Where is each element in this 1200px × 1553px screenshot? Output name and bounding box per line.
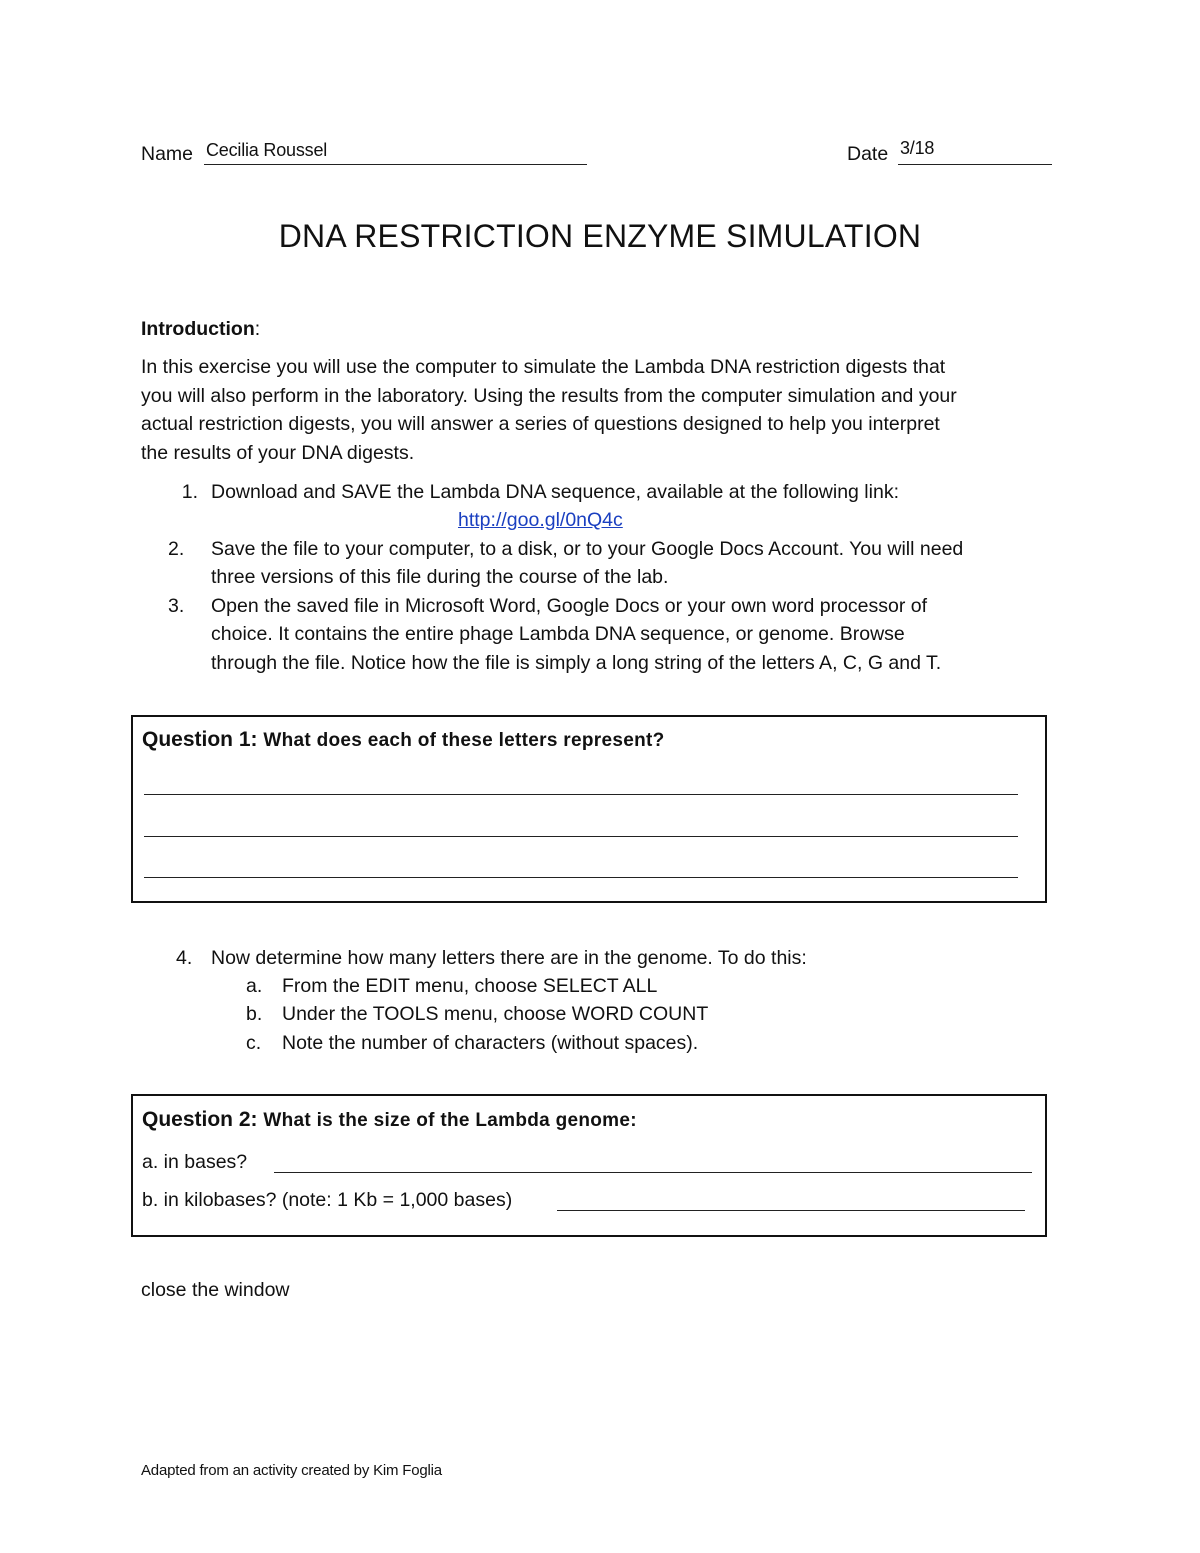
lambda-dna-link[interactable]: http://goo.gl/0nQ4c [458,509,623,531]
substep-text: Under the TOOLS menu, choose WORD COUNT [282,1003,709,1025]
substep-letter: b. [246,1003,263,1025]
intro-heading-row [141,315,260,343]
question-2-part-a: a. in bases? [142,1151,248,1173]
name-value: Cecilia Roussel [206,140,328,160]
step-text: choice. It contains the entire phage Lambda DNA sequence, or genome. Browse [211,623,905,645]
intro-colon: : [254,318,261,340]
name-label: Name [141,143,194,165]
question-2-title [142,1108,637,1132]
answer-line[interactable] [144,794,1018,795]
intro-line: the results of your DNA digests. [141,441,415,464]
step-number: 4. [176,947,193,969]
intro-paragraph [141,353,1071,467]
question-1-lead: Question 1: [142,728,258,751]
intro-heading: Introduction [141,318,255,340]
step-text: three versions of this file during the course of the lab. [211,566,669,588]
date-field[interactable] [898,138,1052,165]
answer-line-kilobases[interactable] [557,1210,1025,1211]
question-1-text: What does each of these letters represent? [263,730,665,751]
intro-line: In this exercise you will use the computer to simulate the Lambda DNA restriction digests that [141,356,946,378]
question-1-box [131,715,1047,903]
intro-line: you will also perform in the laboratory. Using the results from the computer simulation and your [141,384,957,407]
answer-line-bases[interactable] [274,1172,1032,1173]
substep-text: Note the number of characters (without spaces). [282,1032,699,1054]
question-2-box [131,1094,1047,1237]
substep-letter: c. [246,1032,262,1054]
step-text: Open the saved file in Microsoft Word, Google Docs or your own word processor of [211,595,928,617]
date-value: 3/18 [900,138,935,158]
answer-line[interactable] [144,836,1018,837]
step-text: Now determine how many letters there are in the genome. To do this: [211,947,807,969]
step-text: Download and SAVE the Lambda DNA sequence, available at the following link: [211,481,899,503]
question-1-title [142,728,665,752]
answer-line[interactable] [144,877,1018,878]
step-number: 2. [168,538,185,560]
step-number: 3. [168,595,185,617]
intro-line: actual restriction digests, you will answer a series of questions designed to help you interpret [141,413,940,435]
question-2-text: What is the size of the Lambda genome: [263,1110,637,1131]
closing-text: close the window [141,1279,290,1301]
name-field[interactable] [204,138,587,165]
step-text: Save the file to your computer, to a disk, or to your Google Docs Account. You will need [211,538,964,560]
substep-letter: a. [246,975,263,997]
date-label: Date [847,143,889,165]
page-title: DNA RESTRICTION ENZYME SIMULATION [278,218,922,254]
question-2-lead: Question 2: [142,1108,258,1131]
question-2-part-b: b. in kilobases? (note: 1 Kb = 1,000 bases) [142,1189,513,1211]
substep-text: From the EDIT menu, choose SELECT ALL [282,975,658,997]
step-number: 1. [181,481,198,503]
step-text: through the file. Notice how the file is simply a long string of the letters A, C, G and T. [211,652,942,674]
footer-credit: Adapted from an activity created by Kim Foglia [141,1462,442,1479]
